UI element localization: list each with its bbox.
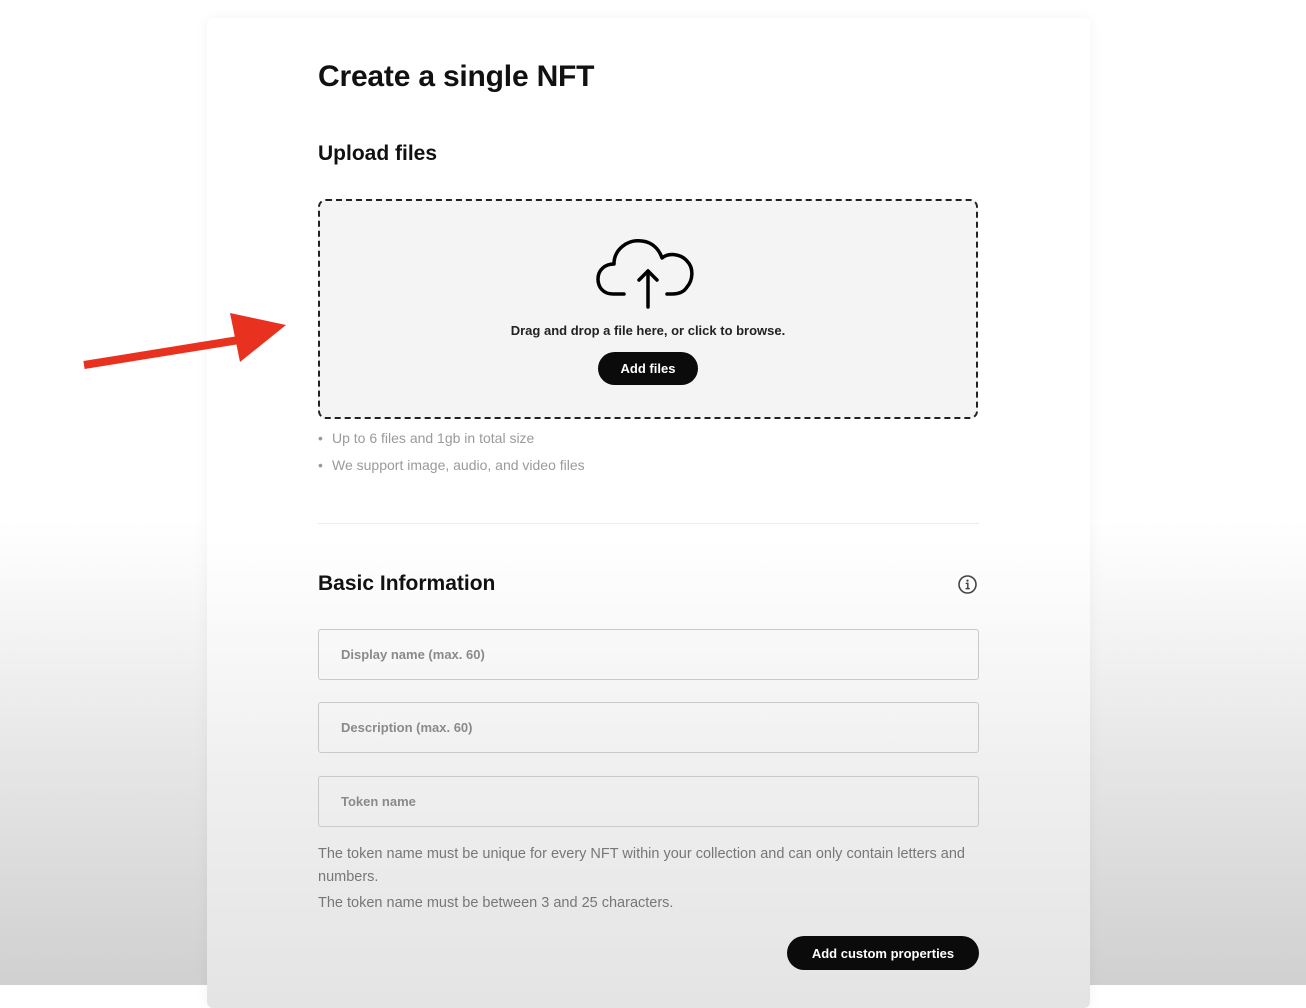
upload-hints bbox=[318, 428, 585, 482]
hint-file-types: • We support image, audio, and video files bbox=[318, 455, 585, 482]
annotation-arrow-icon bbox=[80, 305, 292, 375]
hint-file-limit: • Up to 6 files and 1gb in total size bbox=[318, 428, 585, 455]
description-input[interactable] bbox=[318, 702, 979, 753]
basic-information-heading: Basic Information bbox=[318, 572, 496, 595]
info-circle-icon[interactable] bbox=[957, 574, 978, 595]
cloud-upload-icon bbox=[595, 231, 701, 311]
upload-files-heading: Upload files bbox=[318, 142, 438, 165]
add-custom-properties-button[interactable]: Add custom properties bbox=[787, 936, 979, 970]
token-name-help-unique: The token name must be unique for every NFT within your collection and can only contain letters and numbers. bbox=[318, 846, 965, 885]
token-name-input[interactable] bbox=[318, 776, 979, 827]
display-name-input[interactable] bbox=[318, 629, 979, 680]
add-files-button[interactable]: Add files bbox=[598, 352, 698, 385]
page-title: Create a single NFT bbox=[318, 60, 595, 93]
section-divider bbox=[318, 523, 979, 524]
token-name-help-length: The token name must be between 3 and 25 characters. bbox=[318, 895, 674, 911]
dropzone-instructions: Drag and drop a file here, or click to browse. bbox=[510, 323, 786, 338]
file-dropzone[interactable] bbox=[318, 199, 978, 419]
